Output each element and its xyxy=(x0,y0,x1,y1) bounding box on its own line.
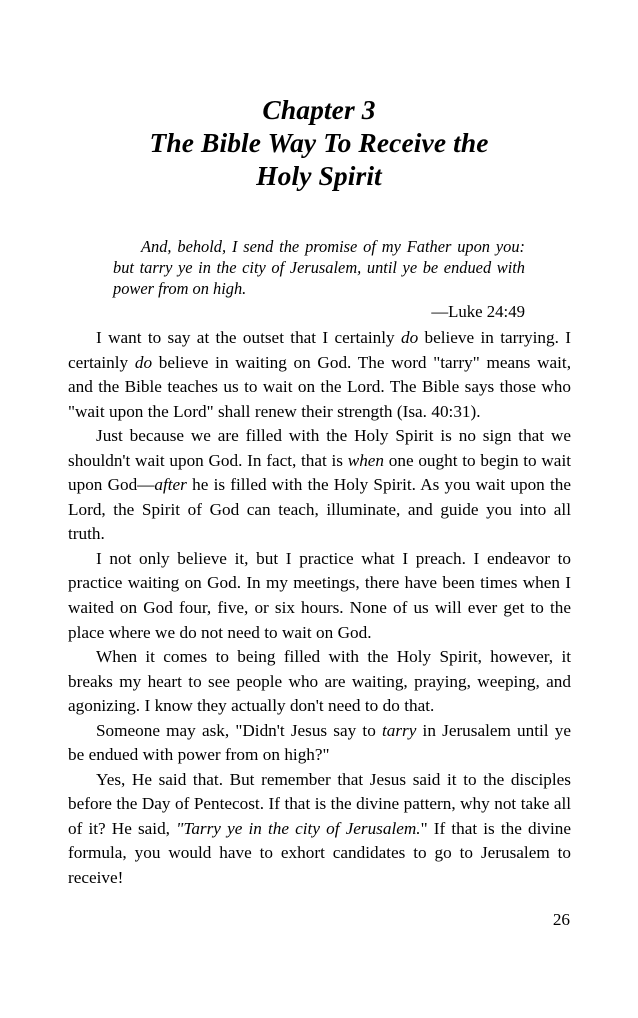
chapter-title-line-3: Holy Spirit xyxy=(256,160,382,191)
emphasis-text: "Tarry ye in the city of Jerusalem. xyxy=(176,818,421,838)
epigraph-quote: And, behold, I send the promise of my Father upon you: but tarry ye in the city of Jerusalem, until ye be endued with power from on high. xyxy=(113,237,525,299)
para-6: Yes, He said that. But remember that Jesus said it to the disciples before the Day of Pentecost. If that is the divine pattern, why not take all of it? He said, "Tarry ye in the city of Jerusalem." If that is the divine formula, you would have to exhort candidates to go to Jerusalem to receive! xyxy=(68,769,571,888)
para-3: I not only believe it, but I practice what I preach. I endeavor to practice waiting on God. In my meetings, there have been times when I waited on God four, five, or six hours. None of us will ever get to the place where we do not need to wait on God. xyxy=(68,548,571,642)
para-1: I want to say at the outset that I certainly do believe in tarrying. I certainly do believe in waiting on God. The word "tarry" means wait, and the Bible teaches us to wait on the Lord. The Bible says those who "wait upon the Lord" shall renew their strength (Isa. 40:31). xyxy=(68,328,571,421)
epigraph-block xyxy=(113,236,525,322)
emphasis-text: after xyxy=(154,475,187,495)
para-5: Someone may ask, "Didn't Jesus say to tarry in Jerusalem until ye be endued with power from on high?" xyxy=(68,720,571,765)
emphasis-text: tarry xyxy=(381,720,417,740)
emphasis-text: when xyxy=(347,450,385,470)
page-number: 26 xyxy=(552,910,570,929)
chapter-title xyxy=(68,93,570,192)
chapter-title-line-2: The Bible Way To Receive the xyxy=(149,127,489,158)
emphasis-text: do xyxy=(134,352,153,372)
para-4: When it comes to being filled with the Holy Spirit, however, it breaks my heart to see people who are waiting, praying, weeping, and agonizing. I know they actually don't need to do that. xyxy=(68,647,571,716)
emphasis-text: do xyxy=(400,328,419,347)
body-text xyxy=(68,326,571,891)
para-2: Just because we are filled with the Holy Spirit is no sign that we shouldn't wait upon God. In fact, that is when one ought to begin to wait upon God—after he is filled with the Holy Spirit. As you wait upon the Lord, the Spirit of God can teach, illuminate, and guide you into all truth. xyxy=(68,426,572,544)
chapter-title-line-1: Chapter 3 xyxy=(262,94,376,125)
epigraph-attribution: —Luke 24:49 xyxy=(431,301,525,321)
